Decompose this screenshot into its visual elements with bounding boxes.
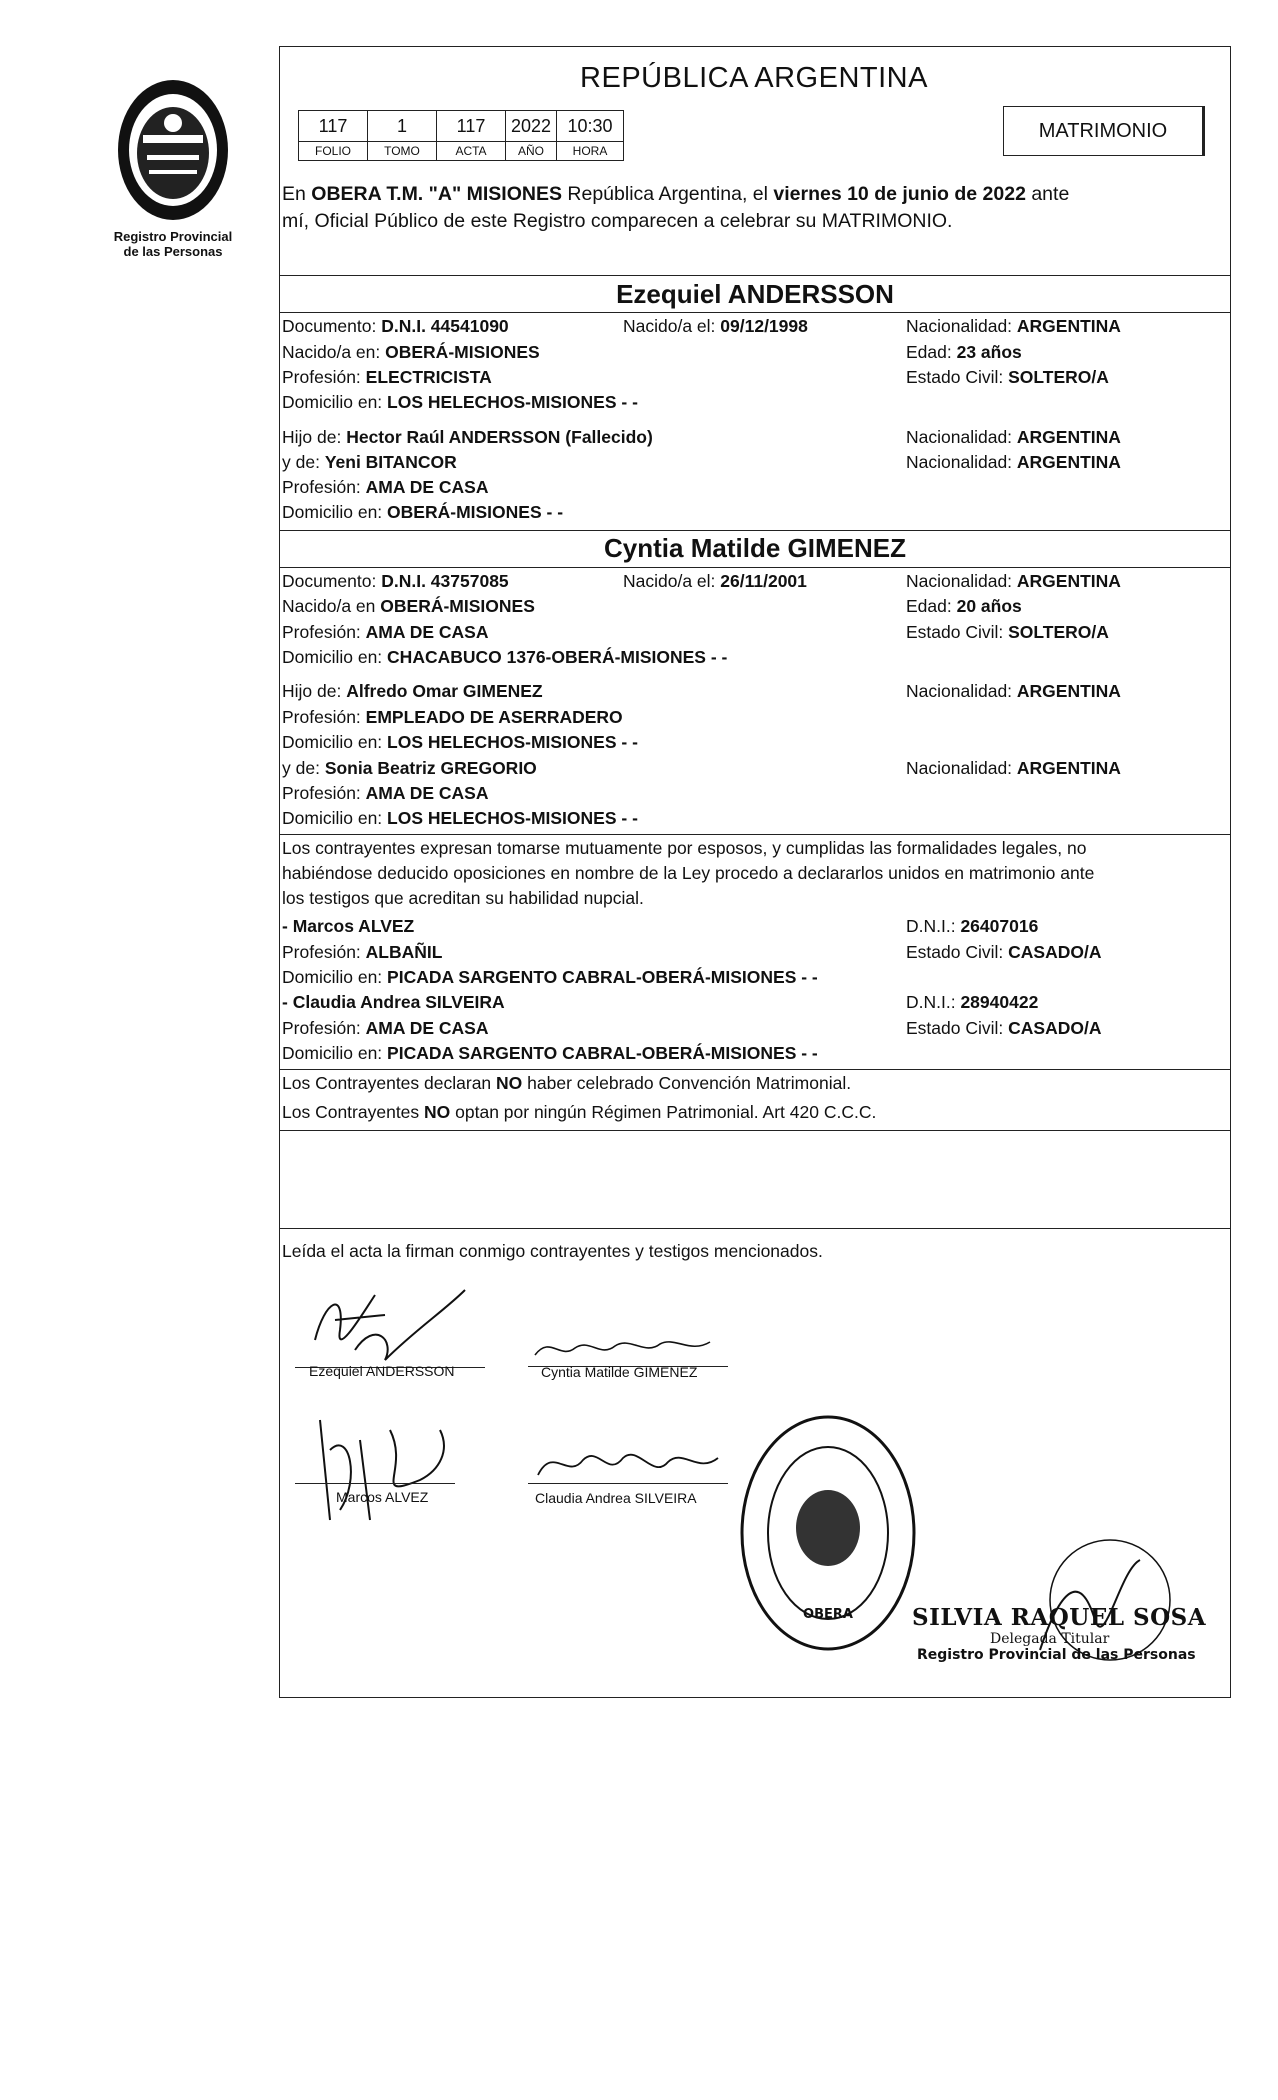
spouse2-birthplace: Nacido/a en OBERÁ-MISIONES [282,596,535,616]
spouse1-birthdate: Nacido/a el: 09/12/1998 [623,316,808,336]
spouse1-nationality: Nacionalidad: ARGENTINA [906,316,1121,336]
divider [279,1069,1231,1070]
folio-label: FOLIO [299,142,368,161]
divider [279,1228,1231,1229]
spouse2-mother: y de: Sonia Beatriz GREGORIO [282,758,537,778]
witness1-name: - Marcos ALVEZ [282,916,415,936]
ceremony-date: viernes 10 de junio de 2022 [773,183,1026,205]
hora-label: HORA [557,142,624,161]
spouse1-address: Domicilio en: LOS HELECHOS-MISIONES - - [282,392,638,412]
spouse2-mother-address: Domicilio en: LOS HELECHOS-MISIONES - - [282,808,638,828]
spouse1-birthplace: Nacido/a en: OBERÁ-MISIONES [282,342,540,362]
intro-paragraph: En OBERA T.M. "A" MISIONES República Argentina, el viernes 10 de junio de 2022 ante mí, Oficial Público de este Registro comparecen a celebrar su MATRIMONIO. [282,183,1070,232]
signature-line-3 [295,1483,455,1484]
spouse1-civil-status: Estado Civil: SOLTERO/A [906,367,1109,387]
signature-line-4 [528,1483,728,1484]
acta-label: ACTA [437,142,506,161]
reference-table [298,110,624,161]
official-office: Registro Provincial de las Personas [917,1647,1196,1663]
spouse1-profession: Profesión: ELECTRICISTA [282,367,492,387]
spouse1-mother-profession: Profesión: AMA DE CASA [282,477,489,497]
spouse2-father: Hijo de: Alfredo Omar GIMENEZ [282,681,543,701]
official-name: SILVIA RAQUEL SOSA [912,1604,1207,1631]
signature-name-4: Claudia Andrea SILVEIRA [535,1490,697,1506]
witness2-dni: D.N.I.: 28940422 [906,992,1039,1012]
stamp-bottom-text: OBERA [803,1607,853,1622]
spouse2-nationality: Nacionalidad: ARGENTINA [906,571,1121,591]
spouse2-profession: Profesión: AMA DE CASA [282,622,489,642]
divider [279,567,1231,568]
spouse2-age: Edad: 20 años [906,596,1022,616]
tomo-value: 1 [368,111,437,142]
spouse2-birthdate: Nacido/a el: 26/11/2001 [623,571,807,591]
spouse2-mother-profession: Profesión: AMA DE CASA [282,783,489,803]
spouse2-father-address: Domicilio en: LOS HELECHOS-MISIONES - - [282,732,638,752]
misiones-emblem-icon [113,75,233,225]
closing-statement: Leída el acta la firman conmigo contrayentes y testigos mencionados. [282,1241,823,1261]
spouse1-father: Hijo de: Hector Raúl ANDERSSON (Fallecido) [282,427,653,447]
witness1-civil-status: Estado Civil: CASADO/A [906,942,1102,962]
signature-scribble-1 [295,1280,485,1375]
page-title: REPÚBLICA ARGENTINA [580,62,928,94]
spouse1-mother-address: Domicilio en: OBERÁ-MISIONES - - [282,502,564,522]
acta-value: 117 [437,111,506,142]
divider [279,1130,1231,1131]
official-title: Delegada Titular [990,1631,1110,1647]
signature-name-3: Marcos ALVEZ [336,1489,429,1505]
official-seal-stamp [738,1413,918,1653]
patrimonial-regime-statement: Los Contrayentes NO optan por ningún Régimen Patrimonial. Art 420 C.C.C. [282,1102,877,1122]
spouse1-name: Ezequiel ANDERSSON [616,279,894,309]
spouse2-document: Documento: D.N.I. 43757085 [282,571,509,591]
spouse2-mother-nationality: Nacionalidad: ARGENTINA [906,758,1121,778]
spouse1-age: Edad: 23 años [906,342,1022,362]
witness2-profession: Profesión: AMA DE CASA [282,1018,489,1038]
divider [279,834,1231,835]
witness1-profession: Profesión: ALBAÑIL [282,942,443,962]
divider [279,530,1231,531]
declaration-paragraph: Los contrayentes expresan tomarse mutuamente por esposos, y cumplidas las formalidades legales, no habiéndose deducido oposiciones en nombre de la Ley procedo a declararlos unidos en matrimonio ante los testigos que acreditan su habilidad nupcial. [282,838,1095,908]
office-name: OBERA T.M. "A" MISIONES [311,183,562,205]
signature-scribble-3 [300,1410,460,1530]
witness1-dni: D.N.I.: 26407016 [906,916,1039,936]
spouse1-mother: y de: Yeni BITANCOR [282,452,457,472]
spouse2-father-nationality: Nacionalidad: ARGENTINA [906,681,1121,701]
spouse2-civil-status: Estado Civil: SOLTERO/A [906,622,1109,642]
hora-value: 10:30 [557,111,624,142]
spouse1-document: Documento: D.N.I. 44541090 [282,316,509,336]
signature-name-1: Ezequiel ANDERSSON [309,1363,455,1379]
divider [279,312,1231,313]
folio-value: 117 [299,111,368,142]
official-block [912,1604,1206,1663]
logo-caption: Registro Provincial de las Personas [113,229,233,259]
spouse2-address: Domicilio en: CHACABUCO 1376-OBERÁ-MISIONES - - [282,647,728,667]
act-type-box: MATRIMONIO [1003,106,1205,156]
tomo-label: TOMO [368,142,437,161]
registry-logo [98,75,248,260]
spouse1-father-nationality: Nacionalidad: ARGENTINA [906,427,1121,447]
witness2-civil-status: Estado Civil: CASADO/A [906,1018,1102,1038]
witness2-address: Domicilio en: PICADA SARGENTO CABRAL-OBERÁ-MISIONES - - [282,1043,818,1063]
convention-statement: Los Contrayentes declaran NO haber celebrado Convención Matrimonial. [282,1073,852,1093]
divider [279,275,1231,276]
witness1-address: Domicilio en: PICADA SARGENTO CABRAL-OBERÁ-MISIONES - - [282,967,818,987]
anio-value: 2022 [506,111,557,142]
witness2-name: - Claudia Andrea SILVEIRA [282,992,505,1012]
anio-label: AÑO [506,142,557,161]
signature-name-2: Cyntia Matilde GIMENEZ [541,1364,698,1380]
spouse2-name: Cyntia Matilde GIMENEZ [604,533,906,563]
spouse1-mother-nationality: Nacionalidad: ARGENTINA [906,452,1121,472]
spouse2-father-profession: Profesión: EMPLEADO DE ASERRADERO [282,707,623,727]
